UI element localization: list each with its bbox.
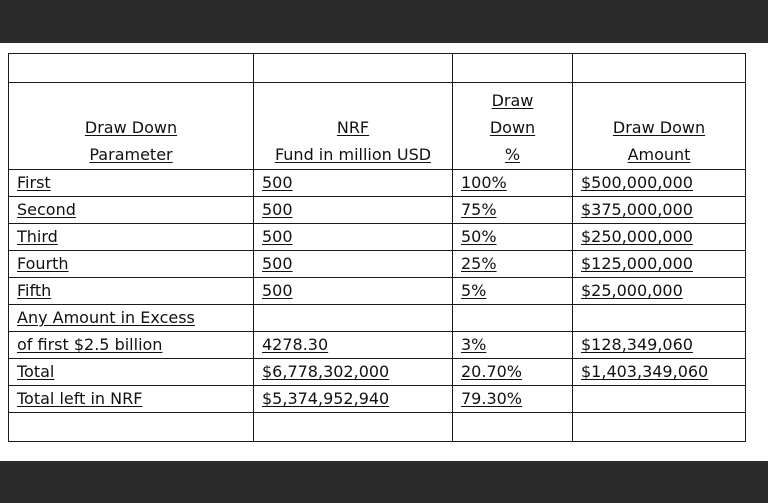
fund-cell: 4278.30 (254, 332, 453, 359)
percent-cell (453, 305, 573, 332)
fund-cell: 500 (254, 197, 453, 224)
percent-cell: 100% (453, 170, 573, 197)
amount-cell (573, 386, 746, 413)
percent-cell: 79.30% (453, 386, 573, 413)
empty-cell (254, 413, 453, 442)
empty-cell (573, 54, 746, 83)
parameter-cell: Total (9, 359, 254, 386)
parameter-cell: Fifth (9, 278, 254, 305)
table-row (9, 170, 746, 197)
parameter-cell: Any Amount in Excess (9, 305, 254, 332)
header-parameter (9, 83, 254, 170)
header-parameter-line1: Draw Down (84, 118, 178, 137)
table-row (9, 305, 746, 332)
fund-cell: $5,374,952,940 (254, 386, 453, 413)
amount-cell: $375,000,000 (573, 197, 746, 224)
percent-cell: 50% (453, 224, 573, 251)
amount-cell: $125,000,000 (573, 251, 746, 278)
header-percent-line3: % (504, 145, 521, 164)
percent-cell: 25% (453, 251, 573, 278)
empty-cell (9, 54, 254, 83)
amount-cell: $250,000,000 (573, 224, 746, 251)
header-percent (453, 83, 573, 170)
table-row (9, 386, 746, 413)
parameter-cell: First (9, 170, 254, 197)
drawdown-table (8, 53, 746, 442)
fund-cell (254, 305, 453, 332)
fund-cell: $6,778,302,000 (254, 359, 453, 386)
fund-cell: 500 (254, 170, 453, 197)
table-row (9, 359, 746, 386)
document-sheet (0, 43, 768, 461)
empty-cell (453, 54, 573, 83)
parameter-cell: Fourth (9, 251, 254, 278)
parameter-cell: Third (9, 224, 254, 251)
table-row (9, 332, 746, 359)
header-percent-line1: Draw (491, 91, 534, 110)
empty-cell (9, 413, 254, 442)
empty-cell (573, 413, 746, 442)
empty-cell (254, 54, 453, 83)
amount-cell: $1,403,349,060 (573, 359, 746, 386)
percent-cell: 75% (453, 197, 573, 224)
header-amount-line1: Draw Down (612, 118, 706, 137)
empty-cell (453, 413, 573, 442)
header-parameter-line2: Parameter (89, 145, 173, 164)
percent-cell: 3% (453, 332, 573, 359)
empty-top-row (9, 54, 746, 83)
amount-cell (573, 305, 746, 332)
amount-cell: $25,000,000 (573, 278, 746, 305)
header-percent-line2: Down (489, 118, 536, 137)
percent-cell: 5% (453, 278, 573, 305)
parameter-cell: Second (9, 197, 254, 224)
parameter-cell: Total left in NRF (9, 386, 254, 413)
table-row (9, 278, 746, 305)
empty-bottom-row (9, 413, 746, 442)
amount-cell: $128,349,060 (573, 332, 746, 359)
header-row (9, 83, 746, 170)
header-fund-line1: NRF (336, 118, 370, 137)
fund-cell: 500 (254, 224, 453, 251)
fund-cell: 500 (254, 278, 453, 305)
header-amount (573, 83, 746, 170)
fund-cell: 500 (254, 251, 453, 278)
header-amount-line2: Amount (627, 145, 691, 164)
header-fund (254, 83, 453, 170)
table-row (9, 224, 746, 251)
table-row (9, 197, 746, 224)
amount-cell: $500,000,000 (573, 170, 746, 197)
table-row (9, 251, 746, 278)
percent-cell: 20.70% (453, 359, 573, 386)
parameter-cell: of first $2.5 billion (9, 332, 254, 359)
header-fund-line2: Fund in million USD (274, 145, 432, 164)
